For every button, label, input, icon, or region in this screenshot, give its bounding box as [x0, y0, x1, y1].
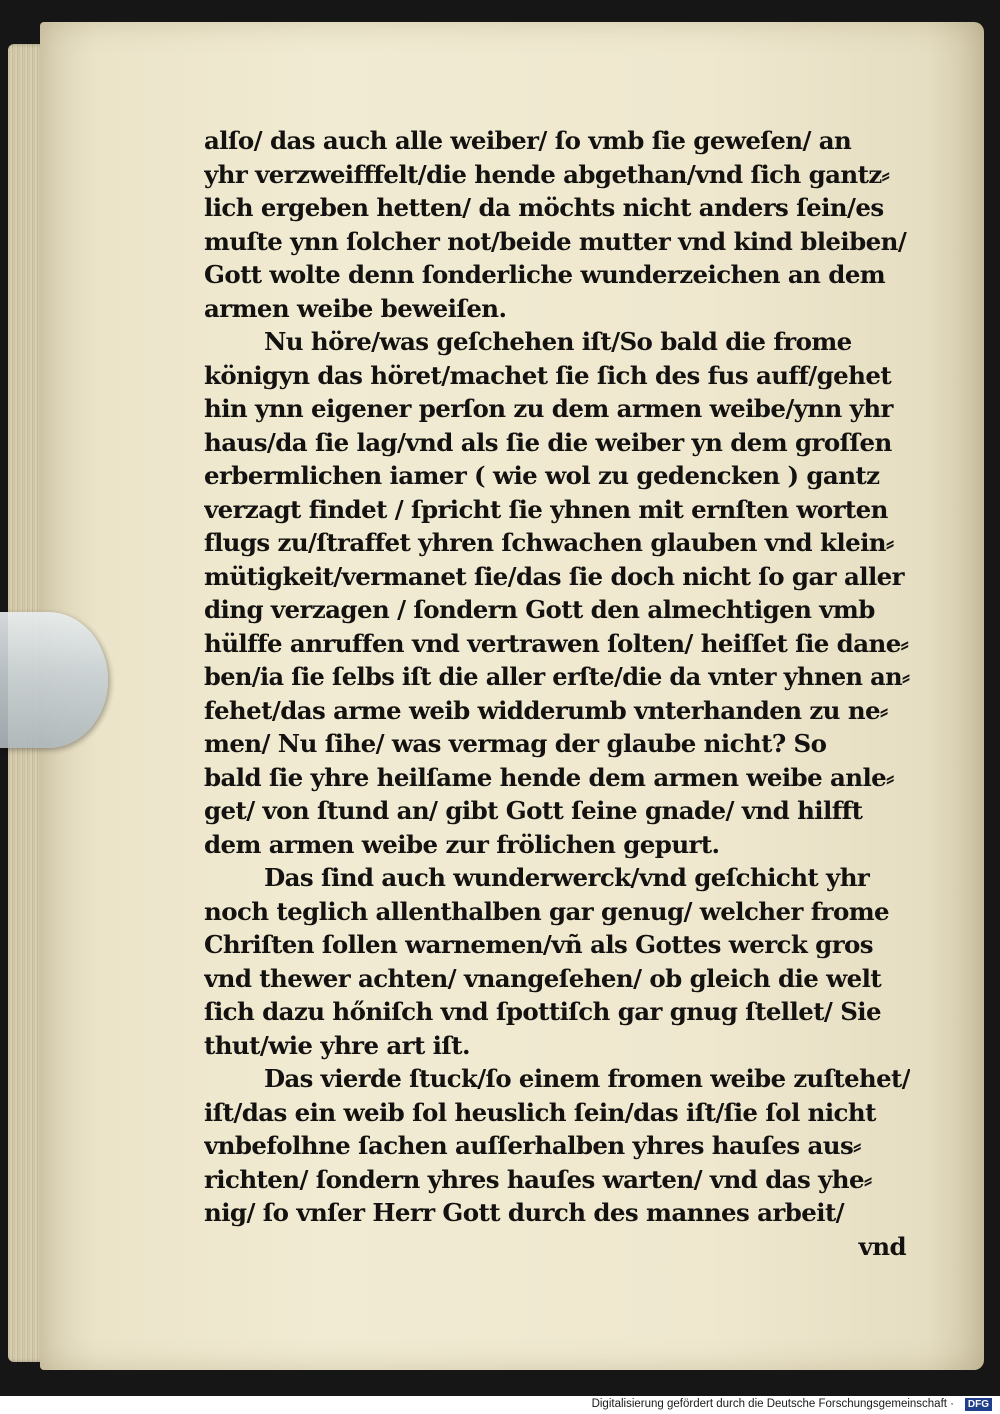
text-line: Chriſten ſollen warnemen/vñ als Gottes werck gros: [204, 930, 873, 959]
paragraph-start-line: Das vierde ſtuck/ſo einem fromen weibe zuſtehet/: [264, 1064, 910, 1093]
text-line: hülffe anruffen vnd vertrawen ſolten/ heiſſet ſie dane⸗: [204, 628, 909, 658]
text-line: vnbefolhne ſachen auſſerhalben yhres hauſes aus⸗: [204, 1131, 861, 1160]
text-line: richten/ ſondern yhres hauſes warten/ vnd das yhe⸗: [204, 1164, 872, 1194]
text-line: hin ynn eigener perſon zu dem armen weibe/ynn yhr: [204, 394, 893, 423]
text-line: armen weibe beweiſen.: [204, 293, 507, 323]
text-line: erbermlichen iamer ( wie wol zu gedencken ) gantz: [204, 461, 880, 490]
text-line: nig/ ſo vnſer Herr Gott durch des mannes arbeit/: [204, 1198, 845, 1227]
text-line: flugs zu/ſtraffet yhren ſchwachen glauben vnd klein⸗: [204, 528, 894, 557]
text-line: get/ von ſtund an/ gibt Gott ſeine gnade/ vnd hilfft: [204, 796, 863, 825]
text-line: verzagt findet / ſpricht ſie yhnen mit ernſten worten: [204, 494, 888, 524]
text-line: Gott wolte denn ſonderliche wunderzeichen an dem: [204, 260, 886, 289]
text-line: königyn das höret/machet ſie ſich des fus auff/gehet: [204, 360, 892, 390]
text-line: iſt/das ein weib ſol heuslich ſein/das iſt/ſie ſol nicht: [204, 1097, 876, 1127]
text-line: ſich dazu hőniſch vnd ſpottiſch gar gnug ſtellet/ Sie: [204, 997, 881, 1026]
text-line: muſte ynn ſolcher not/beide mutter vnd kind bleiben/: [204, 226, 907, 256]
text-line: noch teglich allenthalben gar genug/ welcher frome: [204, 896, 890, 926]
text-line: lich ergeben hetten/ da möchts nicht anders ſein/es: [204, 193, 884, 222]
text-line: mütigkeit/vermanet ſie/das ſie doch nicht ſo gar aller: [204, 561, 904, 591]
text-line: ding verzagen / ſondern Gott den almechtigen vmb: [204, 595, 875, 624]
dfg-logo: DFG: [965, 1398, 992, 1411]
text-line: haus/da ſie lag/vnd als ſie die weiber yn dem groſſen: [204, 427, 892, 457]
paragraph-start-line: Nu höre/was geſchehen iſt/So bald die frome: [264, 327, 852, 356]
text-line: vnd thewer achten/ vnangeſehen/ ob gleich die welt: [204, 963, 882, 993]
text-line: dem armen weibe zur frölichen gepurt.: [204, 829, 720, 859]
page-text: [204, 124, 910, 1263]
funding-credit: Digitalisierung gefördert durch die Deutsche Forschungsgemeinschaft ·: [591, 1398, 954, 1410]
catchword: vnd: [858, 1231, 906, 1261]
text-line: thut/wie yhre art iſt.: [204, 1030, 470, 1060]
text-line: ben/ia ſie ſelbs iſt die aller erſte/die da vnter yhnen an⸗: [204, 662, 910, 691]
text-line: fehet/das arme weib widderumb vnterhanden zu ne⸗: [204, 695, 888, 725]
text-line: yhr verzweifffelt/die hende abgethan/vnd ſich gantz⸗: [204, 159, 890, 189]
text-line: alſo/ das auch alle weiber/ ſo vmb ſie geweſen/ an: [204, 126, 852, 155]
text-line: bald ſie yhre heilſame hende dem armen weibe anle⸗: [204, 762, 894, 792]
text-line: men/ Nu ſihe/ was vermag der glaube nicht? So: [204, 729, 827, 758]
paragraph-start-line: Das ſind auch wunderwerck/vnd geſchicht yhr: [264, 863, 870, 892]
